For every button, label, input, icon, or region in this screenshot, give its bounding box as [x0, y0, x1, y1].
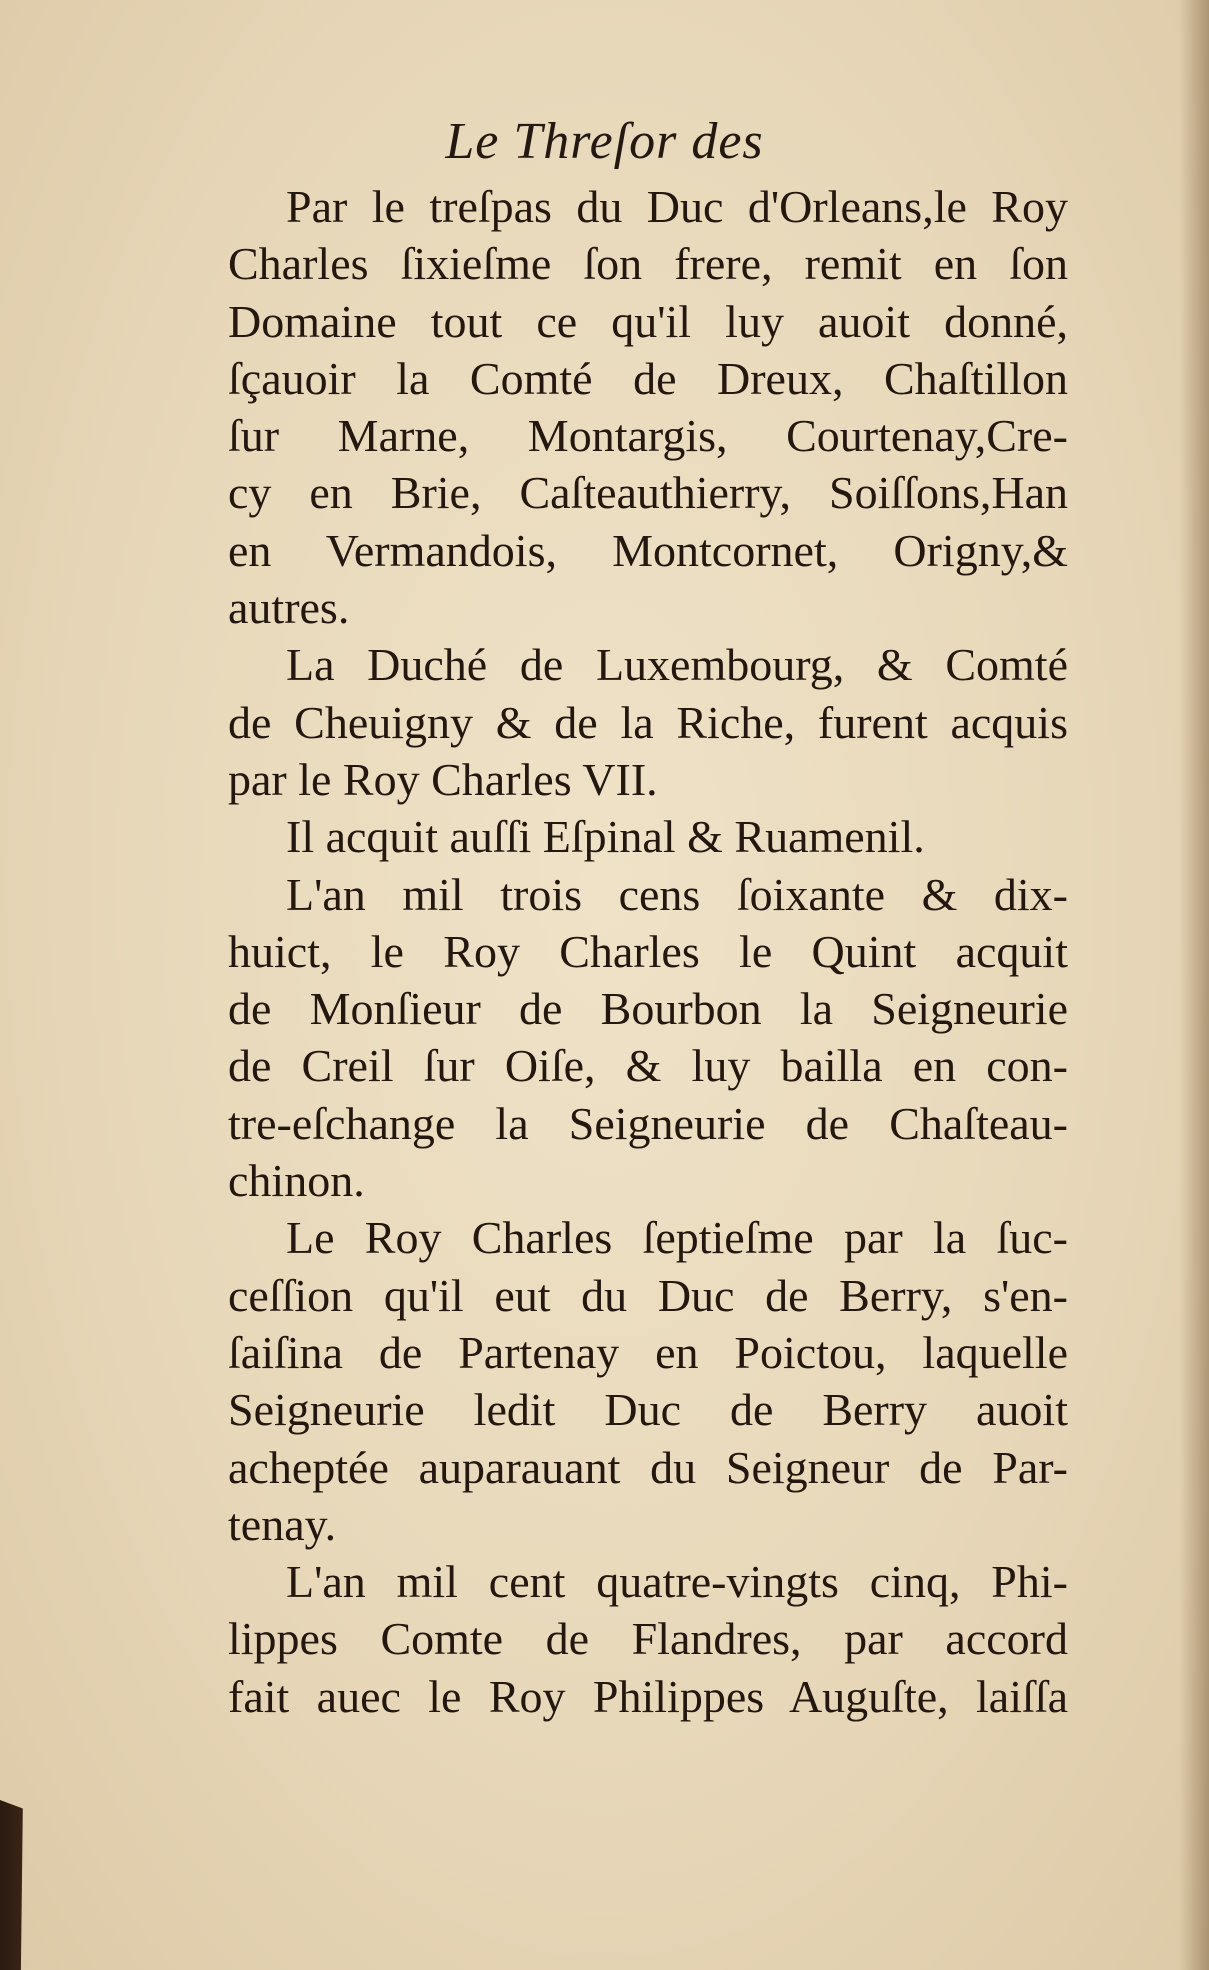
text-line: ſaiſina de Partenay en Poictou, laquelle	[228, 1326, 1068, 1378]
text-line: Il acquit auſſi Eſpinal & Ruamenil.	[286, 811, 925, 863]
text-line: autres.	[228, 582, 350, 634]
binding-edge	[0, 1800, 38, 1970]
text-line: de Monſieur de Bourbon la Seigneurie	[228, 983, 1068, 1035]
text-line: L'an mil trois cens ſoixante & dix-	[286, 868, 1068, 920]
text-line: huict, le Roy Charles le Quint acquit	[228, 925, 1068, 977]
body-text	[228, 178, 1068, 1725]
text-line: La Duché de Luxembourg, & Comté	[286, 639, 1068, 691]
text-line: en Vermandois, Montcornet, Origny,&	[228, 524, 1068, 576]
text-line: ſçauoir la Comté de Dreux, Chaſtillon	[228, 352, 1068, 404]
text-line: lippes Comte de Flandres, par accord	[228, 1613, 1068, 1665]
page-edge-shadow	[1179, 0, 1209, 1970]
text-line: de Cheuigny & de la Riche, furent acquis	[228, 696, 1068, 748]
text-line: fait auec le Roy Philippes Auguſte, laiſſa	[228, 1670, 1068, 1722]
text-line: de Creil ſur Oiſe, & luy bailla en con-	[228, 1040, 1068, 1092]
text-line: tenay.	[228, 1498, 337, 1550]
running-head: Le Threſor des	[445, 113, 764, 170]
text-line: chinon.	[228, 1155, 365, 1207]
text-line: Le Roy Charles ſeptieſme par la ſuc-	[286, 1212, 1068, 1264]
text-line: L'an mil cent quatre-vingts cinq, Phi-	[286, 1556, 1068, 1608]
text-line: Seigneurie ledit Duc de Berry auoit	[228, 1384, 1068, 1436]
text-line: Domaine tout ce qu'il luy auoit donné,	[228, 295, 1068, 347]
text-line: ſur Marne, Montargis, Courtenay,Cre-	[228, 410, 1068, 462]
text-line: Charles ſixieſme ſon frere, remit en ſon	[228, 238, 1068, 290]
text-line: cy en Brie, Caſteauthierry, Soiſſons,Han	[228, 467, 1068, 519]
text-line: tre-eſchange la Seigneurie de Chaſteau-	[228, 1097, 1068, 1149]
text-line: ceſſion qu'il eut du Duc de Berry, s'en-	[228, 1269, 1068, 1321]
text-line: Par le treſpas du Duc d'Orleans,le Roy	[286, 181, 1068, 232]
text-line: acheptée auparauant du Seigneur de Par-	[228, 1441, 1068, 1493]
text-line: par le Roy Charles VII.	[228, 753, 658, 805]
